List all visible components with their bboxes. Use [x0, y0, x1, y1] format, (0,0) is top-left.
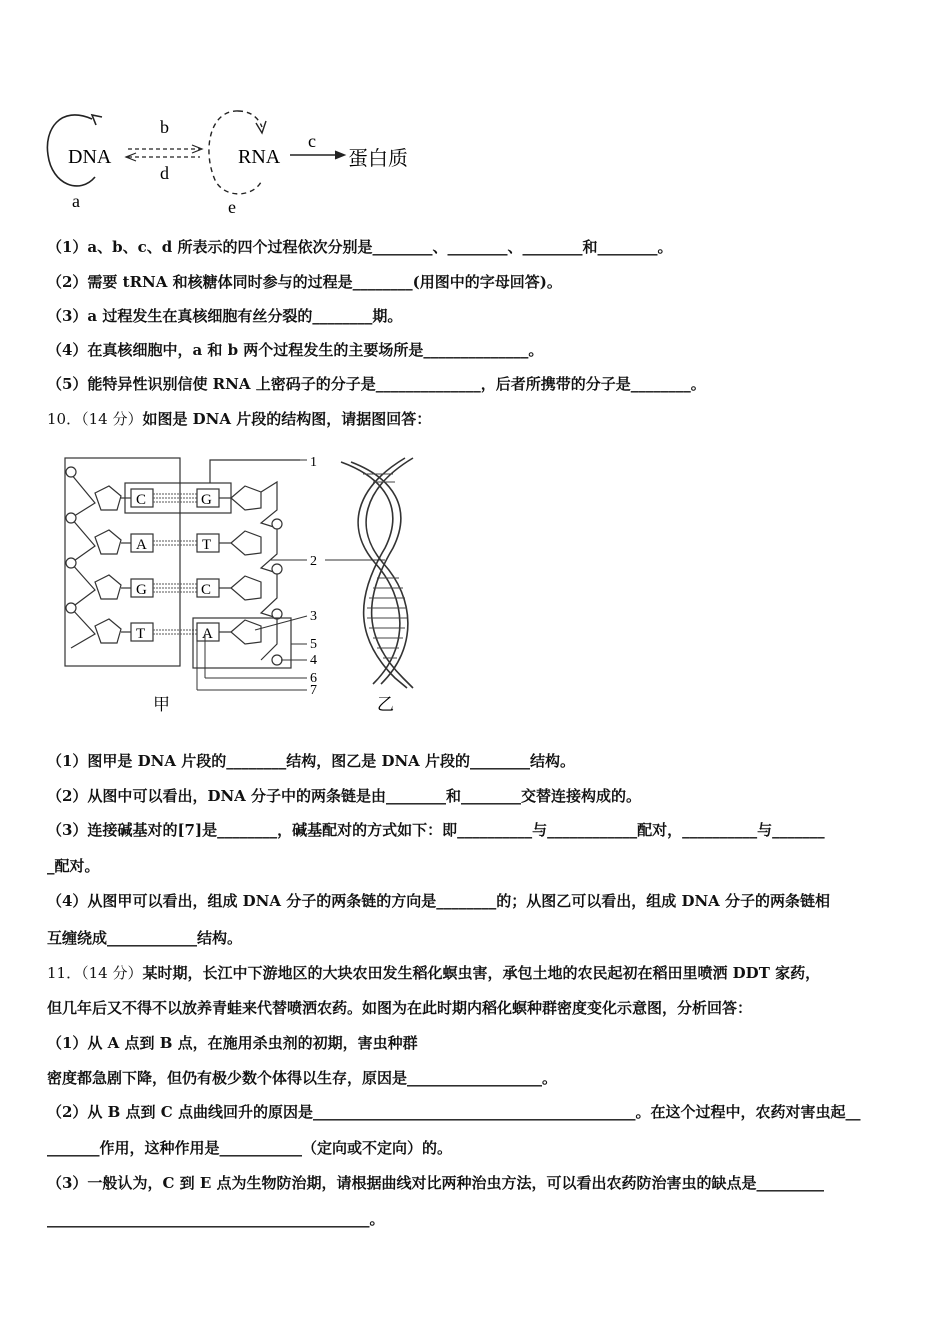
q10-sub3-line1: （3）连接碱基对的[7]是________，碱基配对的方式如下：即__________与____________配对，__________与_______ [47, 821, 825, 839]
label-b: b [160, 117, 169, 137]
label-e: e [228, 197, 236, 217]
label-c: c [308, 131, 316, 151]
loop-e-arrowhead [256, 121, 266, 133]
left-phosphates [66, 467, 76, 613]
label-a: a [72, 191, 80, 211]
q11-number: 11．（14 分） [47, 964, 143, 982]
loop-e-arrow-top [238, 111, 262, 127]
hydrogen-bonds [153, 494, 197, 634]
q9-sub3: （3）a 过程发生在真核细胞有丝分裂的________期。 [47, 307, 403, 325]
right-base-1: G [201, 492, 212, 508]
q9-sub5: （5）能特异性识别信使 RNA 上密码子的分子是______________，后者所携带的分子是________。 [47, 375, 706, 393]
q11-stem-line2: 但几年后又不得不以放养青蛙来代替喷洒农药。如图为在此时期内稻化螟种群密度变化示意图，分析回答： [47, 999, 753, 1017]
q11-sub1-line2: 密度都急剧下降，但仍有极少数个体得以生存，原因是__________________。 [47, 1069, 558, 1087]
arrow-c-head [335, 151, 345, 159]
right-base-4: A [202, 626, 213, 642]
label-d: d [160, 163, 169, 183]
q11-sub2-line1: （2）从 B 点到 C 点曲线回升的原因是___________________________________________。在这个过程中，农药对害虫起__ [47, 1103, 861, 1121]
q11-heading [47, 962, 820, 983]
q9-sub2: （2）需要 tRNA 和核糖体同时参与的过程是________(用图中的字母回答)。 [47, 273, 562, 291]
central-dogma-diagram [40, 105, 440, 220]
q10-stem: 如图是 DNA 片段的结构图，请据图回答： [142, 410, 432, 428]
q9-sub1: （1）a、b、c、d 所表示的四个过程依次分别是________、________、________和________。 [47, 238, 673, 256]
dna-structure-diagram [55, 448, 435, 720]
q10-sub4-line2: 互缠绕成____________结构。 [47, 929, 243, 947]
double-helix [341, 458, 413, 688]
left-sugars [95, 486, 121, 643]
q10-sub1: （1）图甲是 DNA 片段的________结构，图乙是 DNA 片段的________结构。 [47, 752, 576, 770]
label-jia: 甲 [153, 695, 170, 715]
left-chain-box [65, 458, 180, 666]
left-base-4: T [136, 626, 146, 642]
callout-2: 2 [310, 554, 317, 569]
q10-heading [47, 408, 431, 429]
callout-1: 1 [310, 455, 317, 470]
right-sugar-base-links [219, 498, 231, 632]
left-base-3: G [136, 582, 147, 598]
callout-4: 4 [310, 653, 317, 668]
right-chain-bracket [210, 460, 300, 483]
callout-7: 7 [310, 683, 317, 698]
q11-sub1-line1: （1）从 A 点到 B 点，在施用杀虫剂的初期，害虫种群 [47, 1034, 418, 1052]
q10-sub4-line1: （4）从图甲可以看出，组成 DNA 分子的两条链的方向是________的；从图乙可以看出，组成 DNA 分子的两条链相 [47, 892, 831, 910]
callout-6: 6 [310, 671, 317, 686]
q10-sub3-line2: _配对。 [47, 857, 100, 875]
protein-label: 蛋白质 [348, 146, 408, 170]
q11-sub2-line2: _______作用，这种作用是___________（定向或不定向）的。 [47, 1139, 453, 1157]
q11-sub3-line2: ___________________________________________。 [47, 1210, 385, 1228]
right-sugars [231, 486, 261, 644]
rna-label: RNA [238, 146, 281, 168]
right-base-3: C [201, 582, 212, 598]
right-base-2: T [202, 537, 212, 553]
loop-a-arrowhead [92, 115, 102, 125]
q11-sub3-line1: （3）一般认为，C 到 E 点为生物防治期，请根据曲线对比两种治虫方法，可以看出农药防治害虫的缺点是_________ [47, 1174, 824, 1192]
dna-label: DNA [68, 146, 112, 168]
q10-number: 10．（14 分） [47, 410, 143, 428]
q10-sub2: （2）从图中可以看出，DNA 分子中的两条链是由________和________交替连接构成的。 [47, 787, 642, 805]
left-sugar-base-links [121, 498, 131, 632]
callout-3: 3 [310, 609, 317, 624]
label-yi: 乙 [377, 695, 394, 715]
q11-stem: 某时期，长江中下游地区的大块农田发生稻化螟虫害，承包土地的农民起初在稻田里喷洒 DDT 家药， [142, 964, 821, 982]
left-base-1: C [136, 492, 147, 508]
left-base-2: A [136, 537, 147, 553]
q9-sub4: （4）在真核细胞中，a 和 b 两个过程发生的主要场所是______________。 [47, 341, 544, 359]
callout-5: 5 [310, 637, 317, 652]
